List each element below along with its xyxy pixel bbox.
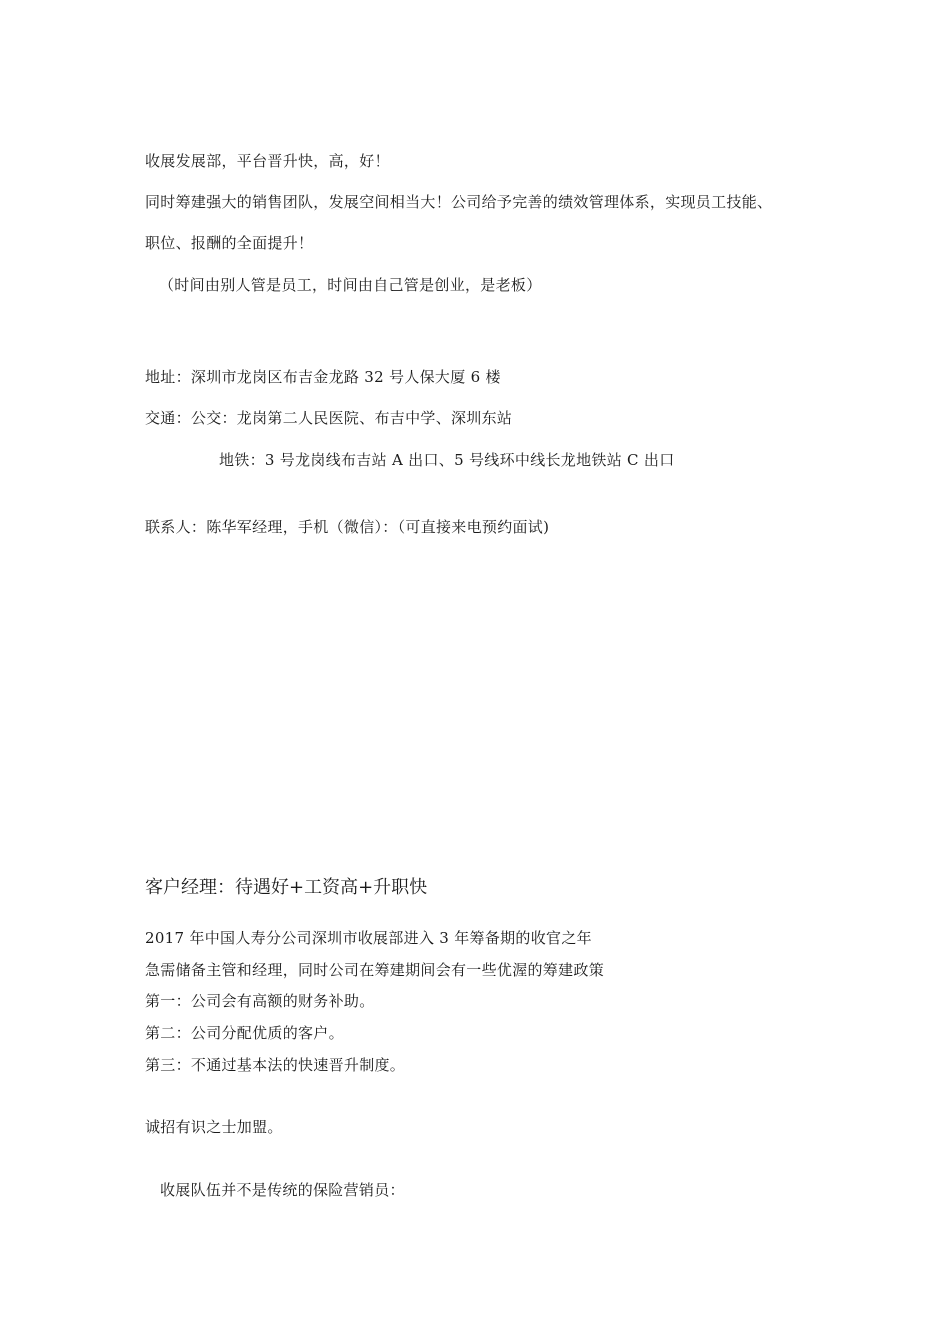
paragraph-line: 诚招有识之士加盟。 [145, 1118, 283, 1136]
list-item: 第一：公司会有高额的财务补助。 [145, 992, 375, 1010]
paragraph-line: 2017 年中国人寿分公司深圳市收展部进入 3 年筹备期的收官之年 [145, 929, 592, 947]
address-line: 地址：深圳市龙岗区布吉金龙路 32 号人保大厦 6 楼 [145, 368, 501, 386]
paragraph-line: 急需储备主管和经理，同时公司在筹建期间会有一些优渥的筹建政策 [145, 961, 605, 979]
transport-bus-line: 交通：公交：龙岗第二人民医院、布吉中学、深圳东站 [145, 409, 513, 427]
list-item: 第三：不通过基本法的快速晋升制度。 [145, 1056, 406, 1074]
section-heading: 客户经理：待遇好+工资高+升职快 [145, 877, 428, 898]
paragraph-line: 同时筹建强大的销售团队，发展空间相当大！公司给予完善的绩效管理体系，实现员工技能、 [145, 193, 773, 211]
paragraph-line: 收展发展部，平台晋升快，高，好！ [145, 152, 390, 170]
contact-person-line: 联系人：陈华军经理，手机（微信）：（可直接来电预约面试) [145, 518, 550, 536]
list-item: 第二：公司分配优质的客户。 [145, 1024, 344, 1042]
paragraph-line: 收展队伍并不是传统的保险营销员： [160, 1181, 405, 1199]
transport-metro-line: 地铁：3 号龙岗线布吉站 A 出口、5 号线环中线长龙地铁站 C 出口 [219, 451, 675, 469]
paragraph-line: 职位、报酬的全面提升！ [145, 234, 314, 252]
paragraph-line: （时间由别人管是员工，时间由自己管是创业，是老板） [159, 276, 542, 294]
